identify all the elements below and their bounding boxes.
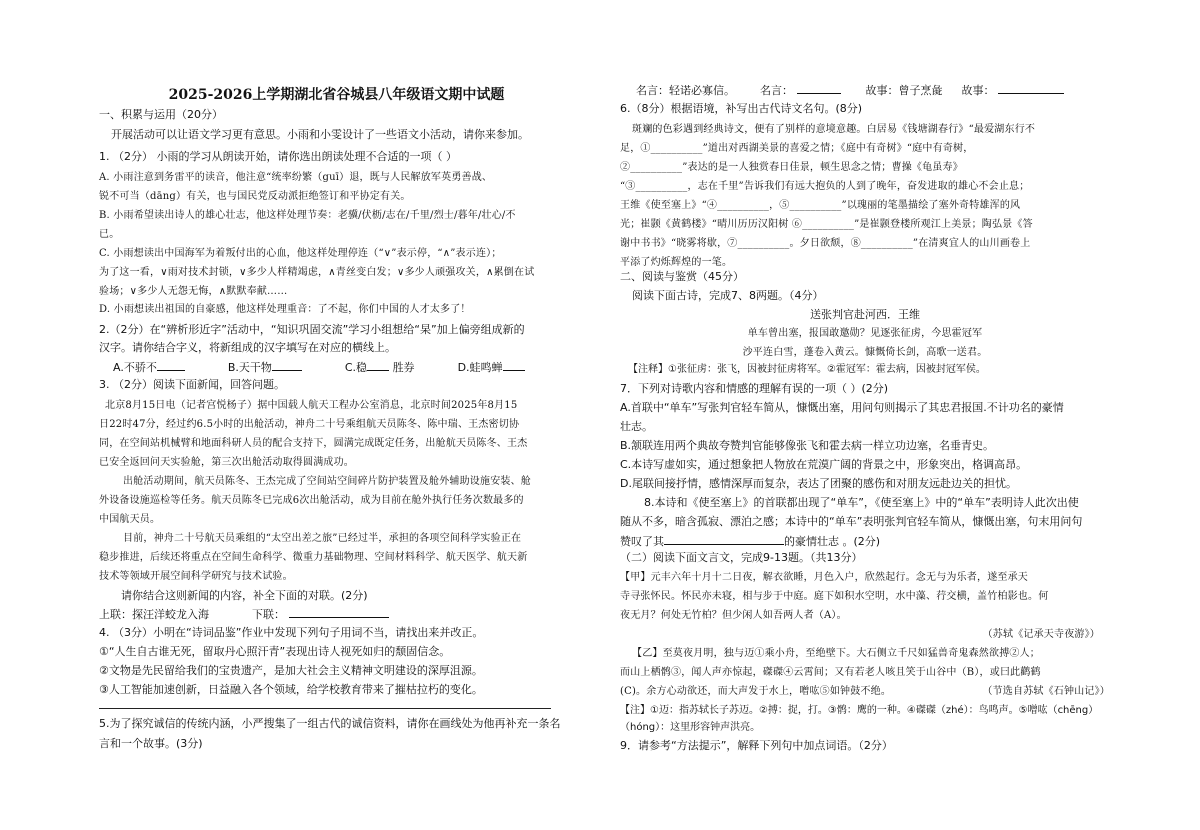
jia-line-3: 夜无月？何处无竹柏？但少闲人如吾两人者（A）。 [620, 610, 847, 621]
question-5: 5.为了探究诚信的传统内涵，小严搜集了一组古代的诚信资料，请你在画线处为他再补充一条名 [99, 717, 561, 730]
news-line-9: 稳步推进，后续还将重点在空间生命科学、微重力基础物理、空间材料科学、航天医学、航天新 [99, 552, 528, 563]
q5-quote-given: 名言：轻诺必寡信。 [636, 84, 735, 97]
question-8-blank-row [620, 533, 1110, 549]
q2-blank-a[interactable] [157, 359, 185, 371]
q4-sentence-3: ③人工智能加速创新，日益融入各个领域，给学校教育带来了摧枯拉朽的变化。 [99, 683, 483, 696]
q6-line-2: 足，①__________”道出对西湖美景的喜爱之情；《庭中有奇树》“庭中有奇树， [620, 143, 974, 154]
answer-line[interactable] [99, 708, 551, 709]
poem-line-1: 单车曾出塞，报国敢邀勋？见逐张征虏，今思霍冠军 [747, 328, 983, 339]
q6-line-4: “③__________，志在千里”告诉我们有远大抱负的人到了晚年，奋发进取的雄心不会止息； [620, 181, 1030, 192]
q7-option-b: B.颔联连用两个典故夸赞判官能够像张飞和霍去病一样立功边塞，名垂青史。 [620, 439, 995, 452]
couplet-row [99, 606, 574, 622]
q2-option-a: A.不骄不 [113, 361, 157, 374]
q6-line-7: 谢中书书》“晓雾将歇，⑦__________。夕日欲颓，⑧__________”在清爽宜人的山川画卷上 [620, 238, 1031, 249]
question-3: 3. （2分）阅读下面新闻，回答问题。 [99, 378, 285, 391]
q1-option-c-cont2: 验场；∨多少人无怨无悔，∧默默奉献…… [99, 286, 288, 297]
q2-option-c: C.稳 [344, 361, 368, 374]
subsection-classical: （二）阅读下面文言文，完成9-13题。（共13分） [620, 551, 863, 564]
question-2-cont: 汉字。请你结合字义，将新组成的汉字填写在对应的横线上。 [99, 341, 396, 354]
q7-option-a-cont: 壮志。 [620, 420, 653, 433]
q7-option-a: A.首联中“单车”写张判官轻车简从，慷慨出塞，用问句则揭示了其忠君报国.不计功名的豪情 [620, 401, 1064, 414]
q4-sentence-2: ②文物是先民留给我们的宝贵遗产，是加大社会主义精神文明建设的深厚沮源。 [99, 664, 483, 677]
q5-story-blank[interactable] [998, 82, 1064, 94]
q2-option-b: B.天干物 [227, 361, 272, 374]
q6-line-6: 光；崔颢《黄鹤楼》“晴川历历汉阳树 ⑥__________”是崔颢登楼所观江上美景；陶弘景《答 [620, 219, 1033, 230]
yi-line-1: 【乙】至莫夜月明，独与迈①乘小舟，至绝壁下。大石侧立千尺如猛兽奇鬼森然欲搏②人； [632, 648, 1040, 659]
news-line-7: 中国航天员。 [99, 514, 161, 525]
activity-intro: 开展活动可以让语文学习更有意思。小雨和小雯设计了一些语文小活动，请你来参加。 [111, 128, 529, 141]
news-line-8: 目前，神舟二十号航天员乘组的“太空出差之旅”已经过半，承担的各项空间科学实验正在 [123, 533, 522, 544]
couplet-lower-label: 下联： [252, 608, 285, 621]
q3-ask: 请你结合这则新闻的内容，补全下面的对联。(2分) [121, 589, 368, 602]
news-line-1: 北京8月15日电（记者宫悦杨子）据中国载人航天工程办公室消息，北京时间2025年8月15 [105, 400, 518, 411]
poem-intro: 阅读下面古诗，完成7、8两题。（4分） [632, 289, 824, 302]
news-line-10: 技术等领域开展空间科学研究与技术试验。 [99, 571, 293, 582]
q6-line-8: 平添了灼烁辉煌的一笔。 [620, 257, 733, 268]
question-8: 8.本诗和《使至塞上》的首联都出现了“单车”，《使至塞上》中的“单车”表明诗人此次出使 [644, 496, 1079, 509]
poem-title: 送张判官赴河西．王维 [810, 308, 920, 321]
q5-quote-blank[interactable] [797, 82, 841, 94]
q5-story-given: 故事：曾子烹彘 [865, 84, 943, 97]
question-4: 4. （3分）小明在“诗词品鉴”作业中发现下列句子用词不当，请找出来并改正。 [99, 626, 484, 639]
q1-option-c: C. 小雨想读出中国海军为着叛付出的心血，他这样处理停连（“∨”表示停，“∧”表示连）； [99, 248, 502, 259]
question-7: 7．下列对诗歌内容和情感的理解有误的一项（ ）(2分) [620, 382, 889, 395]
jia-source: （苏轼《记承天寺夜游》） [982, 629, 1100, 640]
news-line-5: 出舱活动期间，航天员陈冬、王杰完成了空间站空间碎片防护装置及舱外辅助设施安装、舱 [123, 476, 531, 487]
news-line-6: 外设备设施巡检等任务。航天员陈冬已完成6次出舱活动，成为目前在舱外执行任务次数最多的 [99, 495, 524, 506]
q1-option-c-cont: 为了这一看，∨雨对技术封锁，∨多少人样精竭虑，∧青丝变白发；∨多少人顽强攻关，∧累倒在试 [99, 267, 535, 278]
question-2: 2.（2分）在“辨析形近字”活动中，“知识巩固交流”学习小组想给“杲”加上偏旁组成新的 [99, 323, 525, 336]
q6-line-1: 斑斓的色彩遇到经典诗文，便有了别样的意境意趣。白居易《钱塘湖春行》“最爱湖东行不 [632, 124, 1036, 135]
q1-option-a-cont: 锐不可当（dāng）有关，也与国民党反动派拒绝签订和平协定有关。 [99, 191, 411, 202]
q7-option-c: C.本诗写虚如实，通过想象把人物放在荒漠广阔的背景之中，形象突出，格调高昂。 [620, 458, 1028, 471]
q8-blank[interactable] [664, 533, 784, 545]
jia-line-1: 【甲】元丰六年十月十二日夜，解衣欲睡，月色入户，欣然起行。念无与为乐者，遂至承天 [620, 572, 1028, 583]
yi-note-cont: （hóng）：这里形容钟声洪亮。 [620, 722, 761, 733]
q1-option-b-cont: 已。 [99, 229, 120, 240]
section-heading-2: 二、阅读与鉴赏（45分） [620, 270, 744, 283]
yi-source: （节选自苏轼《石钟山记》） [982, 686, 1110, 697]
couplet-lower-blank[interactable] [289, 606, 389, 618]
q1-option-b: B. 小雨希望读出诗人的雄心壮志，他这样处理节奏：老骥/伏枥/志在/千里/烈士/暮年/壮心/不 [99, 210, 516, 221]
news-line-4: 已安全返回问天实验舱，第三次出舱活动取得圆满成功。 [99, 457, 354, 468]
poem-line-2: 沙平连白雪，蓬卷入黄云。慷慨倚长剑，高歌一送君。 [742, 347, 988, 358]
question-9: 9．请参考“方法提示”，解释下列句中加点词语。（2分） [620, 739, 893, 752]
section-heading-1: 一、积累与运用（20分） [99, 108, 223, 121]
yi-line-2: 而山上栖鹘③，闻人声亦惊起，磔磔④云霄间；又有若老人咳且笑于山谷中（B），或曰此鹳鹤 [620, 667, 1041, 678]
q1-option-d: D. 小雨想读出祖国的自豪感，他这样处理重音：了不起，你们中国的人才太多了！ [99, 304, 471, 315]
jia-line-2: 寺寻张怀民。怀民亦未寝，相与步于中庭。庭下如积水空明，水中藻、荇交横，盖竹柏影也。何 [620, 591, 1049, 602]
q2-blank-d[interactable] [503, 359, 525, 371]
q8-tail: 的豪情壮志 。(2分) [784, 535, 881, 548]
yi-note: 【注】①迈：指苏轼长子苏迈。②搏：捉，打。③鹘：鹰的一种。④磔磔（zhé）：鸟鸣声。⑤噌吰（chēng） [620, 705, 1099, 716]
question-6: 6.（8分）根据语境，补写出古代诗文名句。(8分) [620, 102, 863, 115]
yi-line-3: (C)。余方心动欲还，而大声发于水上，噌吰⑤如钟鼓不绝。 [620, 686, 892, 697]
q5-answer-row [620, 82, 1110, 98]
poem-note: 【注释】①张征虏：张飞，因被封征虏将军。②霍冠军：霍去病，因被封冠军侯。 [628, 364, 986, 375]
question-1: 1. （2分） 小雨的学习从朗读开始，请你选出朗读处理不合适的一项（ ） [99, 150, 457, 163]
news-line-2: 日22时47分，经过约6.5小时的出舱活动，神舟二十号乘组航天员陈冬、陈中瑞、王杰密切协 [99, 419, 520, 430]
q2-blank-b[interactable] [272, 359, 302, 371]
q1-option-a: A. 小雨注意到务雷平的读音，他注意“统率纷繁（guī）退，既与人民解放军英勇善战、 [99, 172, 493, 183]
question-8-cont: 随从不多，暗含孤寂、漂泊之感；本诗中的“单车”表明张判官轻车简从，慷慨出塞，句末用问句 [620, 515, 1083, 528]
news-line-3: 同，在空间站机械臂和地面科研人员的配合支持下，圆满完成既定任务，出舱航天员陈冬、王杰 [99, 438, 528, 449]
q2-options [99, 359, 574, 375]
q2-blank-c[interactable] [367, 359, 389, 371]
q5-story-label: 故事： [961, 84, 995, 97]
couplet-upper: 上联：探汪洋蛟龙入海 [99, 608, 209, 621]
q8-lead: 赞叹了其 [620, 535, 664, 548]
exam-title: 2025-2026上学期湖北省谷城县八年级语文期中试题 [168, 87, 505, 103]
q6-line-3: ②__________”表达的是一人独赏春日佳景，顿生思念之情；曹操《龟虽寿》 [620, 162, 963, 173]
question-5-cont: 言和一个故事。(3分) [99, 737, 203, 750]
q6-line-5: 王维《使至塞上》“④__________，⑤__________”以瑰丽的笔墨描绘了塞外奇特雄浑的风 [620, 200, 1021, 211]
q4-sentence-1: ①“人生自古谁无死，留取丹心照汗青”表现出诗人视死如归的颓固信念。 [99, 645, 451, 658]
q2-option-c-tail: 胜券 [392, 361, 415, 374]
q5-quote-label: 名言： [760, 84, 793, 97]
q2-option-d: D.蛙鸣蝉 [457, 361, 503, 374]
q7-option-d: D.尾联间接抒情，感情深厚而复杂，表达了团聚的感伤和对朋友远赴边关的担忧。 [620, 477, 1017, 490]
